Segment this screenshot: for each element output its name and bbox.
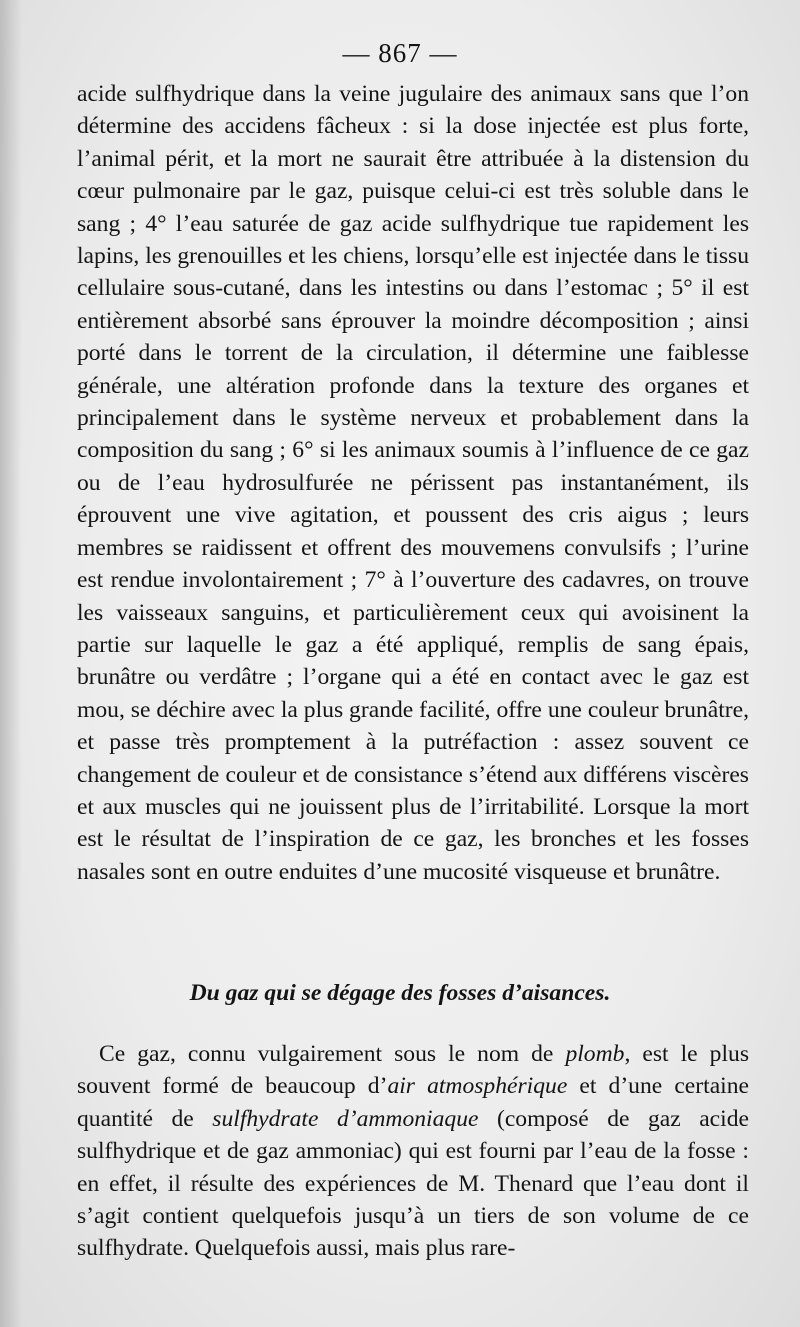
italic-term-plomb: plomb (565, 1041, 625, 1067)
page-number: — 867 — (342, 38, 458, 68)
body-text (77, 78, 749, 888)
paragraph-text-segment: et d’une certaine quantité de (77, 1073, 749, 1132)
italic-term-sulfhydrate: sulfhydrate d’ammoniaque (212, 1105, 479, 1132)
paragraph-text-segment: , est le plus souvent formé de beaucoup d’ (77, 1041, 749, 1100)
paragraph-continued: acide sulfhydrique dans la veine jugulaire des animaux sans que l’on détermine des accidens fâcheux : si la dose injectée est plus forte, l’animal périt, et la mort ne saurait être attribuée à la distension du cœur pulmonaire par le gaz, puisque celui-ci est très soluble dans le sang ; 4° l’eau saturée de gaz acide sulfhydrique tue rapidement les lapins, les grenouilles et les chiens, lorsqu’elle est injectée dans le tissu cellulaire sous-cutané, dans les intestins ou dans l’estomac ; 5° il est entièrement absorbé sans éprouver la moindre décomposition ; ainsi porté dans le torrent de la circulation, il détermine une faiblesse générale, une altération profonde dans la texture des organes et principalement dans le système nerveux et probablement dans la composition du sang ; 6° si les animaux soumis à l’influence de ce gaz ou de l’eau hydrosulfurée ne périssent pas instantanément, ils éprouvent une vive agitation, et poussent des cris aigus ; leurs membres se raidissent et offrent des mouvemens convulsifs ; l’urine est rendue involontairement ; 7° à l’ouverture des cadavres, on trouve les vaisseaux sanguins, et particulièrement ceux qui avoisinent la partie sur laquelle le gaz a été appliqué, remplis de sang épais, brunâtre ou verdâtre ; l’organe qui a été en contact avec le gaz est mou, se déchire avec la plus grande facilité, offre une couleur brunâtre, et passe très promptement à la putréfaction : assez souvent ce changement de couleur et de consistance s’étend aux différens viscères et aux muscles qui ne jouissent plus de l’irritabilité. Lorsque la mort est le résultat de l’inspiration de ce gaz, les bronches et les fosses nasales sont en outre enduites d’une mucosité visqueuse et brunâtre. (77, 81, 749, 885)
paragraph-text-segment: (composé de gaz acide sulfhydrique et de gaz ammoniac) qui est fourni par l’eau de la fosse : en effet, il résulte des expériences de M. Thenard que l’eau dont il s’agit contient quelquefois jusqu’à un tiers de son volume de ce sulfhydrate. Quelquefois aussi, mais plus rare- (77, 1105, 749, 1262)
paragraph-text-segment: Ce gaz, connu vulgairement sous le nom de (99, 1041, 566, 1067)
italic-term-air: air atmosphérique (387, 1073, 568, 1100)
section-heading: Du gaz qui se dégage des fosses d’aisances. (189, 980, 611, 1006)
paragraph-gaz-plomb (77, 1038, 749, 1265)
